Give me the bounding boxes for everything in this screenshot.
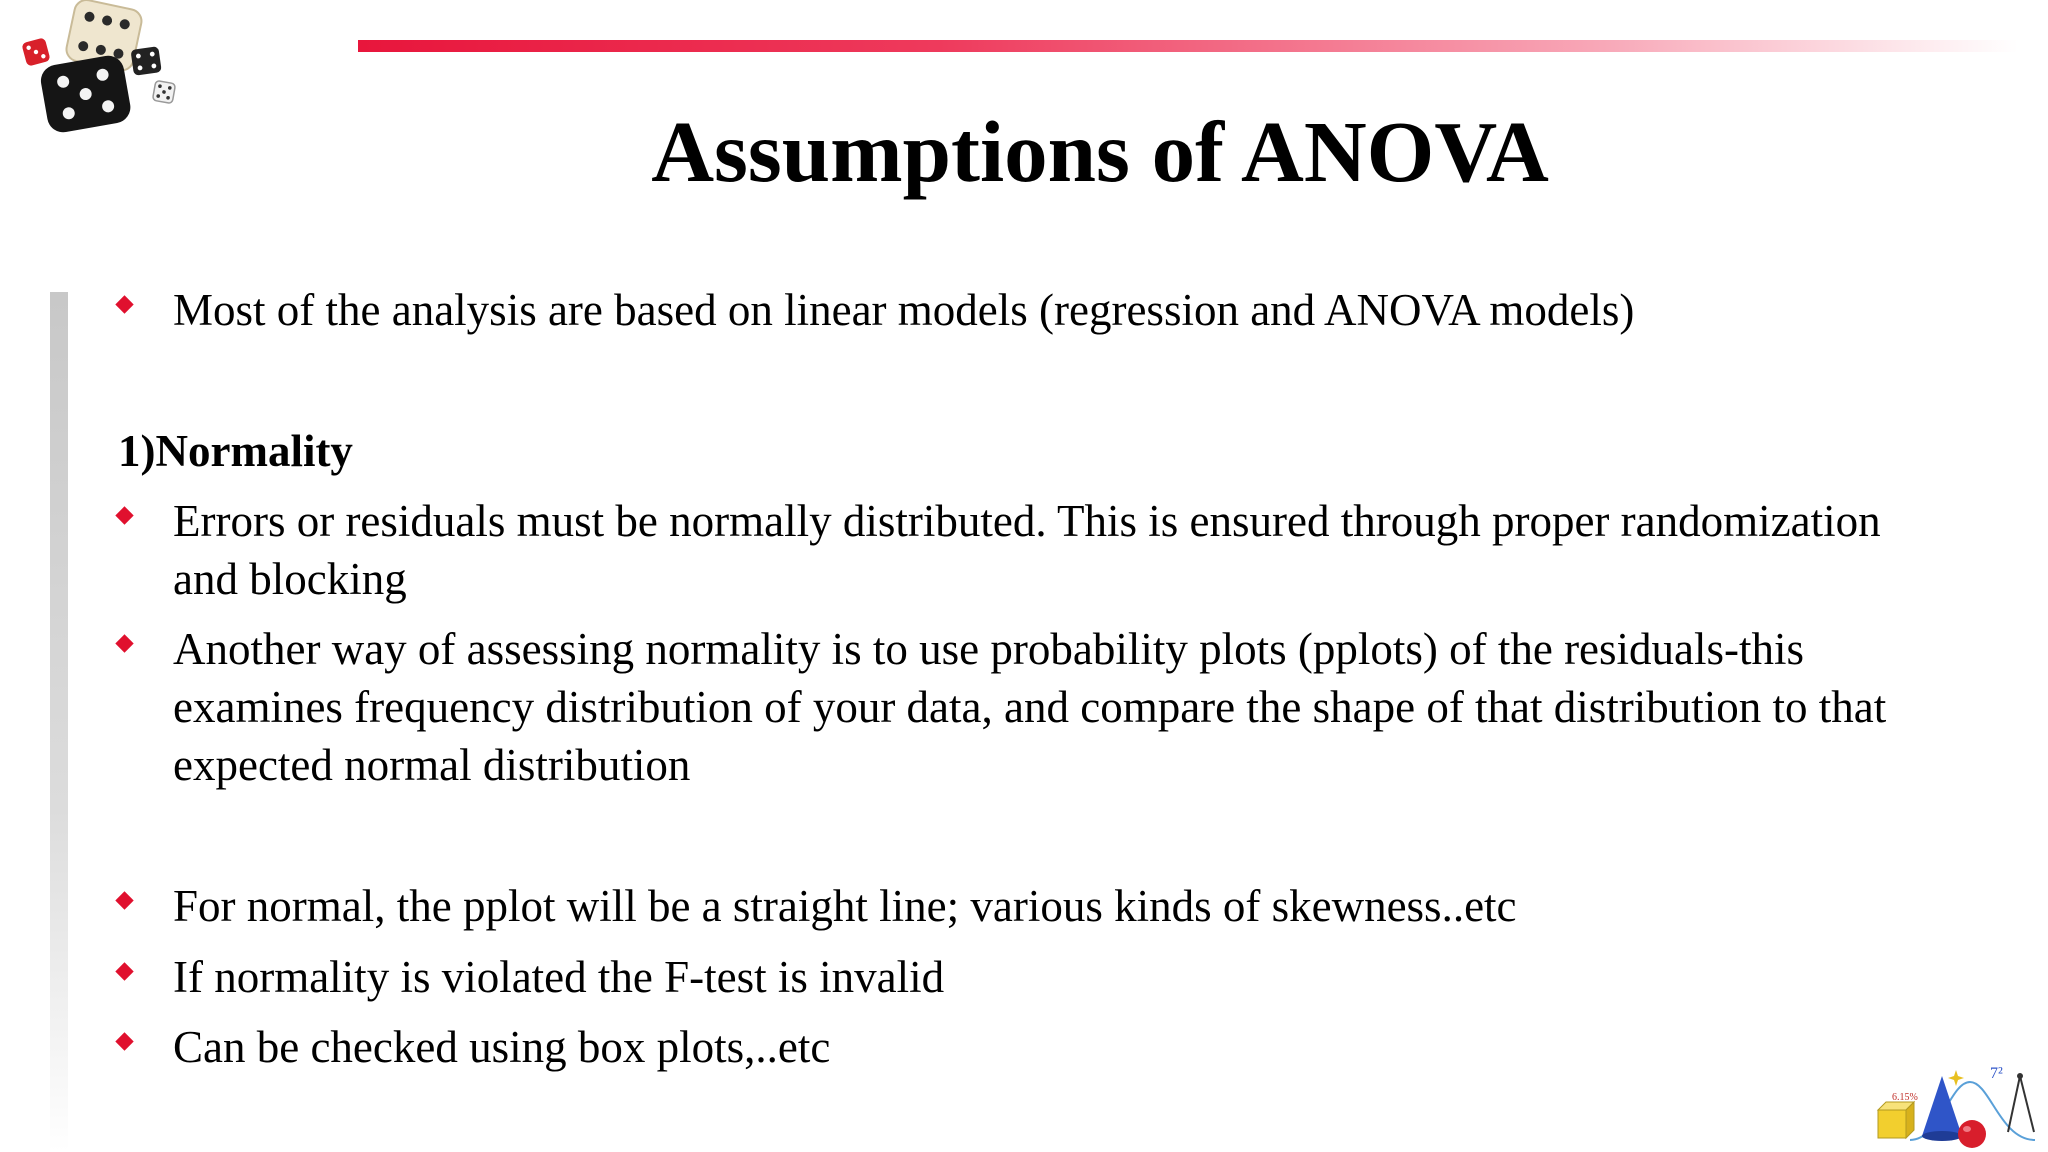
bullet-icon [115,891,133,909]
corner-art-power: 7² [1990,1065,2003,1082]
intro-bullet-text: Most of the analysis are based on linear models (regression and ANOVA models) [173,285,1635,335]
bullet-line: For normal, the pplot will be a straight line; various kinds of skewness..etc [173,881,1517,931]
corner-art-label: 6.15% [1892,1092,1918,1103]
bullet-line: Another way of assessing normality is to use probability plots (pplots) of the residuals-this [173,624,1805,674]
section-heading: 1)Normality [118,426,353,476]
bullet-icon [115,962,133,980]
bullet-icon [115,634,133,652]
bullet-line: expected normal distribution [173,740,691,790]
bullet-line: examines frequency distribution of your data, and compare the shape of that distribution to that [173,682,1887,732]
bullet-line: Can be checked using box plots,..etc [173,1022,831,1072]
bullet-icon [115,1032,133,1050]
side-accent-bar [50,292,68,1152]
bullet-icon [115,295,133,313]
slide-title: Assumptions of ANOVA [651,103,1549,200]
math-shapes-icon [1870,1062,2045,1152]
bullet-line: Errors or residuals must be normally distributed. This is ensured through proper randomization [173,496,1881,546]
bullet-icon [115,506,133,524]
accent-bar [358,40,2018,52]
bullet-line: If normality is violated the F-test is invalid [173,952,945,1002]
bullet-line: and blocking [173,554,407,604]
